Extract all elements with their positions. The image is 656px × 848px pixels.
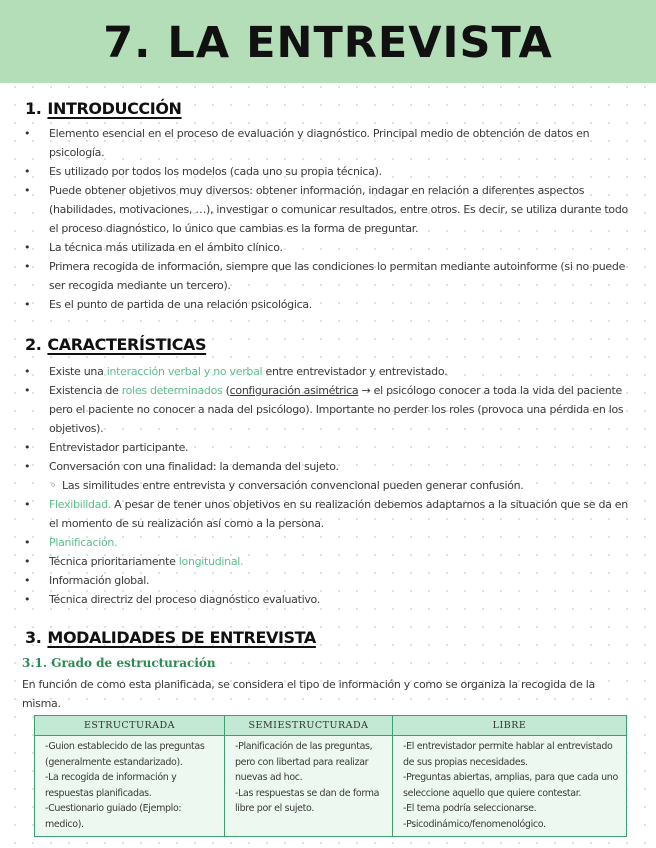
underlined-text: configuración asimétrica (229, 384, 359, 397)
section-label: INTRODUCCIÓN (47, 99, 182, 118)
list-item: • Información global. (0, 571, 656, 590)
column-header: LIBRE (393, 716, 627, 736)
list-item: • Técnica directriz del proceso diagnóstico evaluativo. (0, 590, 656, 609)
list-item: • Es el punto de partida de una relación psicológica. (0, 295, 656, 314)
list-item (0, 362, 656, 381)
list-item: • Entrevistador participante. (0, 438, 656, 457)
column-header: SEMIESTRUCTURADA (225, 716, 393, 736)
cell-line: -La recogida de información y respuestas planificadas. (45, 772, 177, 799)
text: Existencia de (49, 384, 122, 397)
highlight-text: longitudinal. (178, 555, 244, 568)
highlight-text: interacción verbal y no verbal (106, 365, 263, 378)
text: → el psicólogo conocer a toda la vida del paciente pero el paciente no conocer a nada del psicólogo). Importante no perder los roles (provoca una pérdida en los objetivos). (49, 384, 624, 435)
list-item: • Elemento esencial en el proceso de evaluación y diagnóstico. Principal medio de obtención de datos en psicología. (0, 124, 656, 162)
cell-line: -Planificación de las preguntas, pero con libertad para realizar nuevas ad hoc. (235, 741, 373, 783)
cell-line: -El tema podría seleccionarse. (403, 803, 537, 814)
list-item: • Puede obtener objetivos muy diversos: obtener información, indagar en relación a diferentes aspectos (habilidades, motivaciones, …), investigar o comunicar resultados, entre otros. Es decir, se utiliza durante todo el proceso diagnóstico, lo único que cambias es la forma de preguntar. (0, 181, 656, 238)
section-heading-introduccion (25, 99, 182, 118)
modalities-table (34, 715, 627, 837)
table-header-row (35, 716, 627, 736)
cell-line: -Cuestionario guiado (Ejemplo: medico). (45, 803, 182, 830)
table-cell-libre (393, 736, 627, 837)
column-header: ESTRUCTURADA (35, 716, 225, 736)
subsection-heading: 3.1. Grado de estructuración (22, 656, 216, 670)
table-cell-estructurada (35, 736, 225, 837)
highlight-text: Flexibilidad. (49, 498, 111, 511)
section-number: 3. (25, 628, 42, 647)
page-title: 7. LA ENTREVISTA (103, 17, 553, 68)
list-item: • La técnica más utilizada en el ámbito clínico. (0, 238, 656, 257)
list-item: • Conversación con una finalidad: la demanda del sujeto. (0, 457, 656, 476)
section-label: MODALIDADES DE ENTREVISTA (47, 628, 316, 647)
table-cell-semiestructurada (225, 736, 393, 837)
text: ( (222, 384, 230, 397)
text: Técnica prioritariamente (49, 555, 179, 568)
cell-line: -El entrevistador permite hablar al entrevistado de sus propias necesidades. (403, 741, 613, 768)
list-item (0, 552, 656, 571)
cell-line: -Psicodinámico/fenomenológico. (403, 818, 546, 830)
table-row (35, 736, 627, 837)
section-label: CARACTERÍSTICAS (47, 335, 207, 354)
section-number: 2. (25, 335, 42, 354)
caracteristicas-list (0, 362, 656, 609)
section-number: 1. (25, 99, 42, 118)
list-item: • Primera recogida de información, siempre que las condiciones lo permitan mediante autoinforme (si no puede ser recogida mediante un tercero). (0, 257, 656, 295)
text: Existe una (49, 365, 107, 378)
text: A pesar de tener unos objetivos en su realización debemos adaptarnos a la situación que se da en el momento de su realización así como a la persona. (49, 498, 628, 530)
cell-line: -Preguntas abiertas, amplias, para que cada uno seleccione aquello que quiere contestar. (403, 772, 618, 799)
text: entre entrevistador y entrevistado. (262, 365, 448, 378)
section-intro-text: En función de como esta planificada, se considera el tipo de información y como se organiza la recogida de la misma. (22, 678, 595, 710)
cell-line: -Las respuestas se dan de forma libre por el sujeto. (235, 787, 380, 814)
highlight-text: Planificación. (49, 536, 118, 549)
page-header (0, 0, 656, 83)
highlight-text: roles determinados (121, 384, 223, 397)
introduccion-list (0, 124, 656, 314)
section-heading-modalidades (25, 628, 316, 647)
list-item (0, 533, 656, 552)
cell-line: -Guion establecido de las preguntas (generalmente estandarizado). (45, 741, 205, 768)
sub-list-item: ◦ Las similitudes entre entrevista y conversación convencional pueden generar confusión. (0, 476, 656, 495)
list-item (0, 495, 656, 533)
section-heading-caracteristicas (25, 335, 206, 354)
list-item (0, 381, 656, 438)
list-item: • Es utilizado por todos los modelos (cada uno su propia técnica). (0, 162, 656, 181)
